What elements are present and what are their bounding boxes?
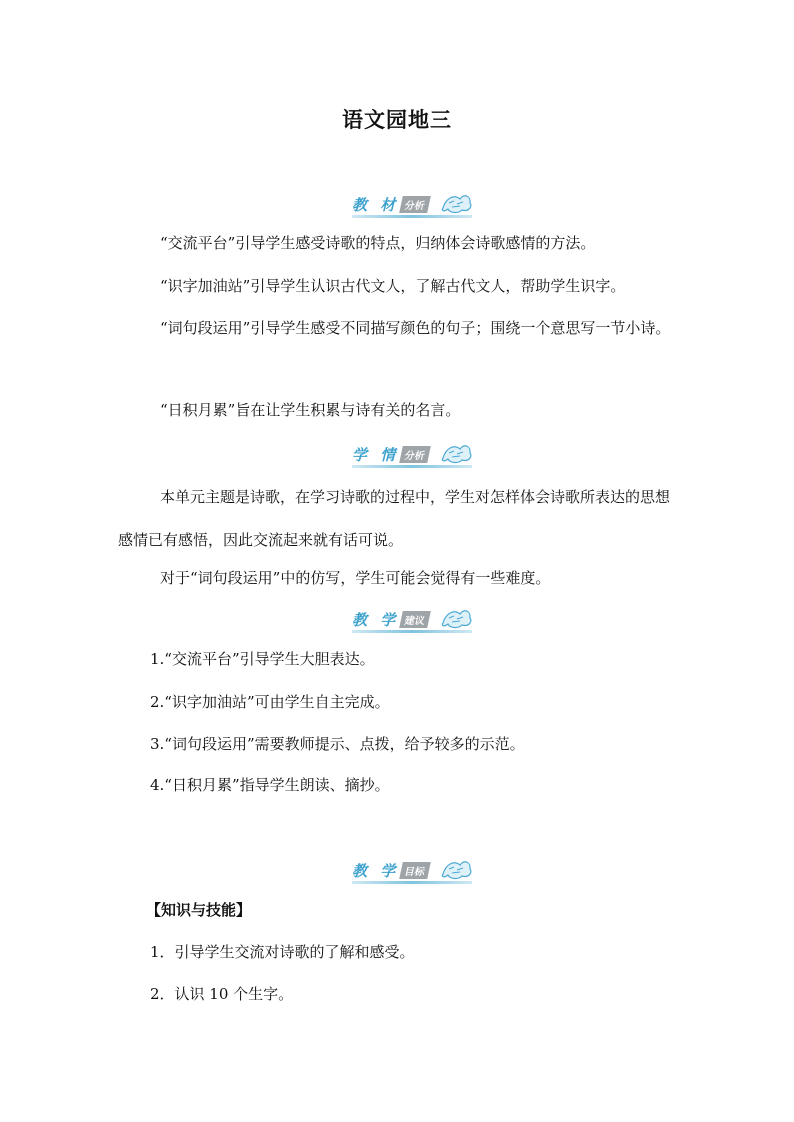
students-paragraph-1: 本单元主题是诗歌，在学习诗歌的过程中，学生对怎样体会诗歌所表达的思想感情已有感悟，因此交流起来就有话可说。 [118,488,671,549]
badge-main-label: 教 学 [352,610,400,629]
suggestion-item-3: 3.“词句段运用”需要教师提示、点拨，给予较多的示范。 [150,735,525,753]
students-paragraph-2: 对于“词句段运用”中的仿写，学生可能会觉得有一些难度。 [160,569,551,587]
suggestion-item-2: 2.“识字加油站”可由学生自主完成。 [150,693,390,711]
badge-sub-label: 分析 [399,446,431,463]
section-badge-student-analysis [352,440,478,468]
goal-item-2: 2．认识 10 个生字。 [150,985,294,1003]
suggestion-item-1: 1.“交流平台”引导学生大胆表达。 [150,650,375,668]
goal-item-1: 1．引导学生交流对诗歌的了解和感受。 [150,943,415,961]
badge-main-label: 学 情 [352,445,400,464]
badge-decoration-icon [440,856,474,882]
suggestion-item-4: 4.“日积月累”指导学生朗读、摘抄。 [150,776,390,794]
analysis-paragraph-2: “识字加油站”引导学生认识古代文人，了解古代文人，帮助学生识字。 [160,277,626,295]
badge-sub-label: 建议 [399,611,431,628]
goals-heading: 【知识与技能】 [146,901,252,919]
section-badge-teaching-suggestions [352,605,478,633]
section-badge-teaching-goals [352,856,478,884]
badge-decoration-icon [440,440,474,466]
badge-decoration-icon [440,605,474,631]
analysis-paragraph-3: “词句段运用”引导学生感受不同描写颜色的句子；围绕一个意思写一节小诗。 [160,319,671,337]
section-badge-textbook-analysis [352,190,478,218]
badge-main-label: 教 材 [352,195,400,214]
badge-sub-label: 分析 [399,196,431,213]
badge-sub-label: 目标 [399,862,431,879]
badge-decoration-icon [440,190,474,216]
analysis-paragraph-1: “交流平台”引导学生感受诗歌的特点，归纳体会诗歌感情的方法。 [160,234,596,252]
page-title: 语文园地三 [342,108,452,132]
analysis-paragraph-4: “日积月累”旨在让学生积累与诗有关的名言。 [160,401,461,419]
badge-main-label: 教 学 [352,861,400,880]
